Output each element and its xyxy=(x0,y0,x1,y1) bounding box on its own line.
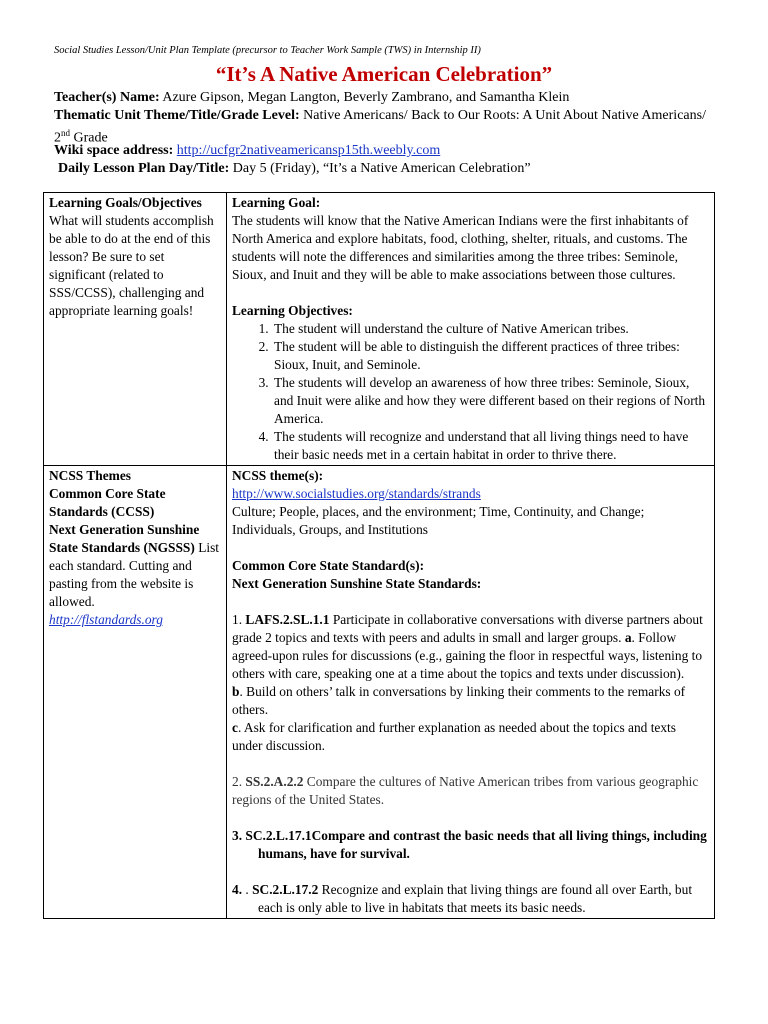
objective-item: 1. The student will understand the culture of Native American tribes. xyxy=(272,320,709,338)
standard-4 xyxy=(232,881,709,917)
standard-1b-label: b xyxy=(232,684,240,699)
standard-1c-text: . Ask for clarification and further explanation as needed about the topics and texts under discussion. xyxy=(232,720,676,753)
standard-2-text: Compare the cultures of Native American tribes from various geographic regions of the United States. xyxy=(232,774,699,807)
objective-item: 2. The student will be able to distinguish the different practices of three tribes: Sioux, Inuit, and Seminole. xyxy=(272,338,709,374)
standard-1a-label: a xyxy=(624,630,632,645)
lesson-plan-table xyxy=(43,192,715,919)
wiki-line xyxy=(54,142,714,160)
standard-1 xyxy=(232,611,709,683)
theme-tail: Grade xyxy=(70,130,108,146)
standard-4-code: SC.2.L.17.2 xyxy=(252,882,319,897)
standards-left-cell xyxy=(44,466,227,919)
standard-4-mid: . xyxy=(242,882,253,897)
standard-1-text: Participate in collaborative conversations with diverse partners about grade 2 topics and texts with peers and adults in small and larger groups. xyxy=(232,612,703,645)
teachers-label: Teacher(s) Name: xyxy=(54,90,160,105)
wiki-link[interactable]: http://ucfgr2nativeamericansp15th.weebly.com xyxy=(176,143,441,158)
standards-left-text: List each standard. Cutting and pasting from the website is allowed. xyxy=(49,540,220,609)
ngsss-left-block xyxy=(49,521,221,611)
learning-goal-heading: Learning Goal: xyxy=(232,195,321,210)
standard-4-text: Recognize and explain that living things are found all over Earth, but each is only able to live in habitats that meets its basic needs. xyxy=(258,882,693,915)
standard-1b-text: . Build on others’ talk in conversations by linking their comments to the remarks of others. xyxy=(232,684,686,717)
ngsss-heading: Next Generation Sunshine State Standards (NGSSS) xyxy=(49,522,200,555)
teachers-value: Azure Gipson, Megan Langton, Beverly Zambrano, and Samantha Klein xyxy=(162,90,570,105)
goals-left-cell xyxy=(44,193,227,466)
wiki-label: Wiki space address: xyxy=(54,143,174,158)
standard-4-num: 4. xyxy=(232,882,243,897)
ncss-themes-heading: NCSS Themes xyxy=(49,468,131,483)
flstandards-link[interactable]: http://flstandards.org xyxy=(49,612,163,627)
goals-left-heading: Learning Goals/Objectives xyxy=(49,195,202,210)
theme-line xyxy=(54,107,714,147)
standard-1b xyxy=(232,683,709,719)
standard-3: 3. SC.2.L.17.1Compare and contrast the basic needs that all living things, including humans, have for survival. xyxy=(232,828,707,861)
standard-1-code: LAFS.2.SL.1.1 xyxy=(245,612,330,627)
teachers-line xyxy=(54,89,714,107)
ccss-heading: Common Core State Standards (CCSS) xyxy=(49,486,166,519)
learning-objectives-heading: Learning Objectives: xyxy=(232,303,353,318)
goals-left-text: What will students accomplish be able to do at the end of this lesson? Be sure to set significant (related to SSS/CCSS), challenging and appropriate learning goals! xyxy=(49,213,214,318)
common-core-heading: Common Core State Standard(s): xyxy=(232,558,425,573)
objectives-list xyxy=(232,320,709,464)
daily-label: Daily Lesson Plan Day/Title: xyxy=(58,161,230,176)
template-note: Social Studies Lesson/Unit Plan Template (precursor to Teacher Work Sample (TWS) in Internship II) xyxy=(54,45,481,56)
standard-2-num: 2. xyxy=(232,774,246,789)
standards-right-cell xyxy=(227,466,715,919)
standard-1-num: 1. xyxy=(232,612,246,627)
goals-row xyxy=(44,193,715,466)
learning-goal-text: The students will know that the Native American Indians were the first inhabitants of North America and explore habitats, food, clothing, shelter, rituals, and customs. The students will note the differences and similarities among the three tribes: Seminole, Sioux, and Inuit and they will be able to make associations between those cultures. xyxy=(232,213,689,282)
objective-item: 3. The students will develop an awareness of how three tribes: Seminole, Sioux, and Inuit were alike and how they were different based on their regions of North America. xyxy=(272,374,709,428)
standard-1a-text: . Follow agreed-upon rules for discussions (e.g., gaining the floor in respectful ways, listening to others with care, speaking one at a time about the topics and texts under discussion). xyxy=(232,630,703,681)
goals-right-cell xyxy=(227,193,715,466)
theme-value: Native Americans/ Back to Our Roots: A Unit About Native Americans/ 2 xyxy=(54,108,706,146)
standard-2-code: SS.2.A.2.2 xyxy=(245,774,304,789)
standard-1c xyxy=(232,719,709,755)
ncss-strands-link[interactable]: http://www.socialstudies.org/standards/strands xyxy=(232,486,481,501)
daily-value: Day 5 (Friday), “It’s a Native American Celebration” xyxy=(232,161,531,176)
standard-1c-label: c xyxy=(232,720,238,735)
daily-line xyxy=(58,160,718,178)
theme-label: Thematic Unit Theme/Title/Grade Level: xyxy=(54,108,300,123)
objective-item: 4. The students will recognize and understand that all living things need to have their basic needs met in a certain habitat in order to thrive there. xyxy=(272,428,709,464)
theme-sup: nd xyxy=(61,127,70,138)
ncss-theme-heading: NCSS theme(s): xyxy=(232,468,324,483)
ncss-themes-text: Culture; People, places, and the environment; Time, Continuity, and Change; Individuals, Groups, and Institutions xyxy=(232,504,645,537)
standards-row xyxy=(44,466,715,919)
next-gen-heading: Next Generation Sunshine State Standards: xyxy=(232,576,482,591)
lesson-title: “It’s A Native American Celebration” xyxy=(215,62,553,86)
standard-2 xyxy=(232,773,709,809)
